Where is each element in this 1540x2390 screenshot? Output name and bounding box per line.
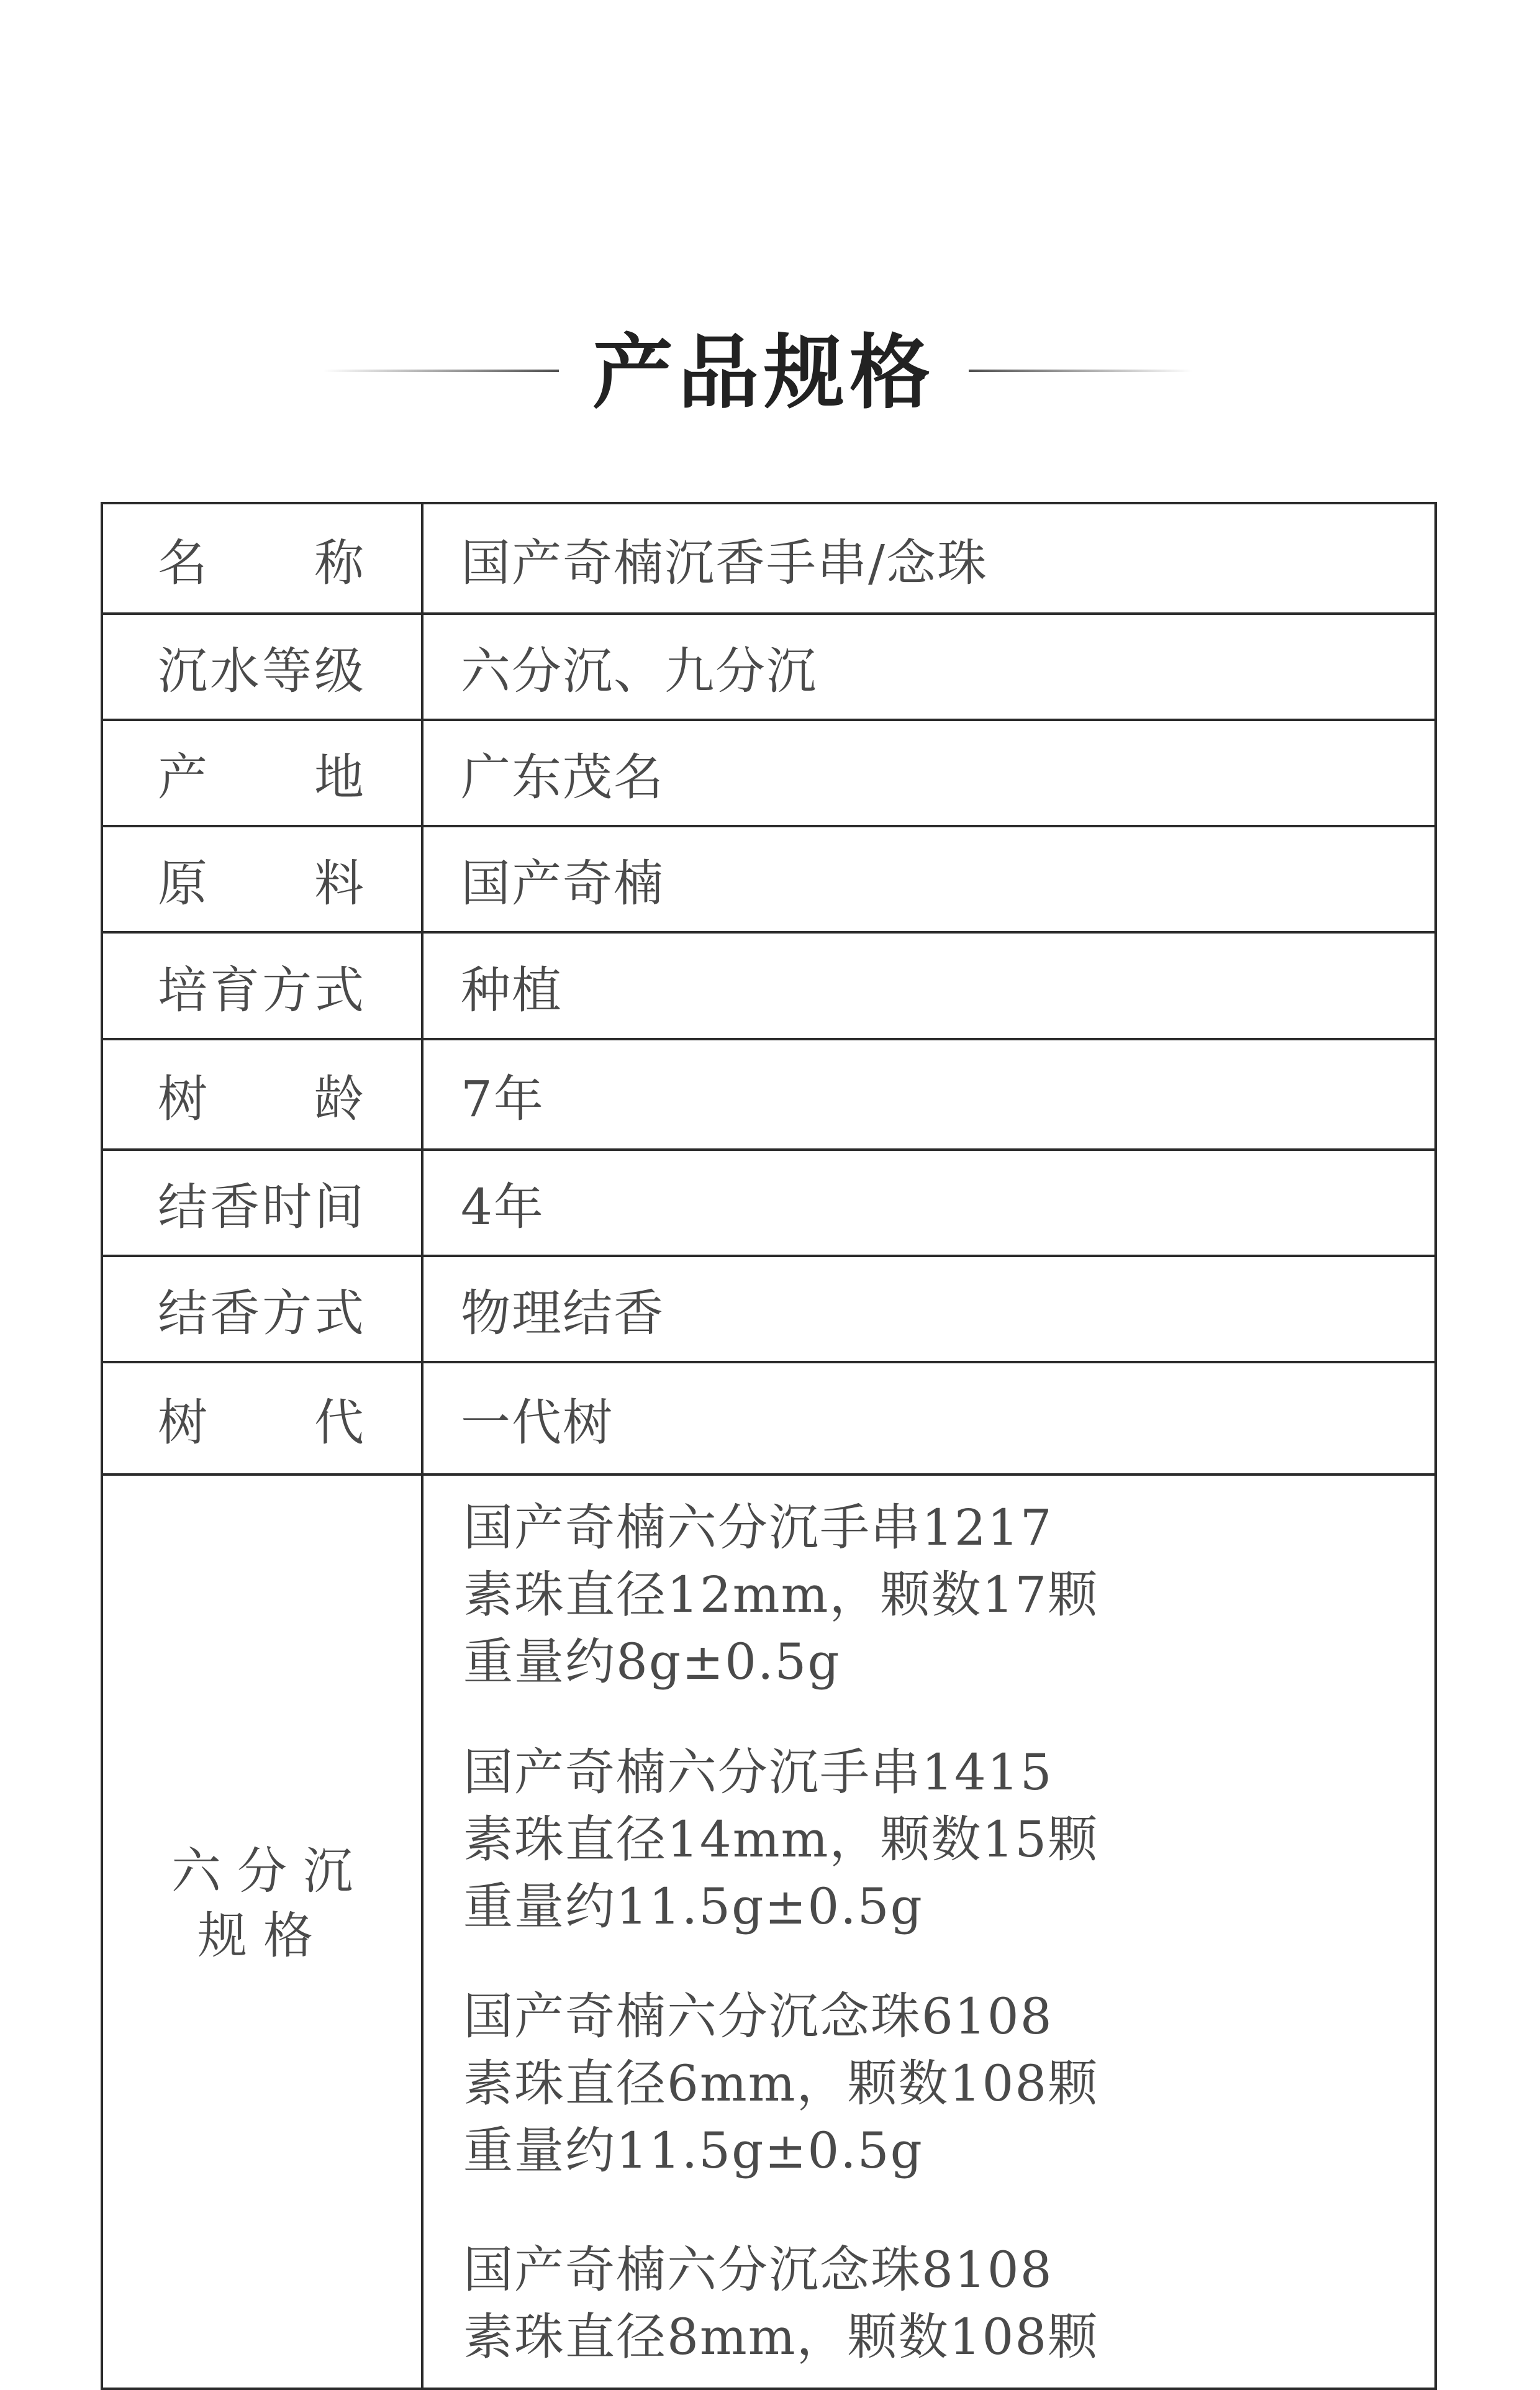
table-row (103, 504, 1434, 615)
table-row (103, 1151, 1434, 1257)
row-value-resin-time: 4年 (461, 1178, 545, 1236)
spec-item-weight: 重量约11.5g±0.5g (463, 1878, 923, 1935)
row-label-resin-time: 结香时间 (158, 1178, 366, 1236)
spec-label-line2: 规格 (197, 1907, 329, 1965)
table-row (103, 1363, 1434, 1476)
table-row (103, 721, 1434, 827)
spec-section (103, 1476, 1434, 2388)
row-label-cultivation: 培育方式 (158, 961, 366, 1019)
row-label-sink-grade: 沉水等级 (158, 642, 366, 700)
table-row (103, 1040, 1434, 1151)
row-value-name: 国产奇楠沉香手串/念珠 (461, 534, 988, 592)
row-value-origin: 广东茂名 (461, 748, 664, 806)
spec-item-name: 国产奇楠六分沉手串1415 (463, 1743, 1053, 1801)
spec-item (463, 1983, 1098, 2184)
title-divider-right (969, 370, 1192, 372)
row-value-generation: 一代树 (461, 1394, 614, 1452)
spec-item-weight: 重量约11.5g±0.5g (463, 2122, 923, 2179)
spec-table (101, 502, 1437, 2390)
row-value-tree-age: 7年 (461, 1070, 545, 1128)
row-label-name: 名 称 (158, 534, 366, 592)
table-row (103, 934, 1434, 1040)
table-row (103, 615, 1434, 721)
spec-item (463, 1494, 1098, 1696)
spec-section-label (103, 1476, 421, 2388)
row-label-resin-method: 结香方式 (158, 1284, 366, 1342)
row-value-cultivation: 种植 (461, 961, 563, 1019)
spec-item (463, 1739, 1098, 1940)
spec-item-name: 国产奇楠六分沉念珠6108 (463, 1988, 1053, 2045)
spec-item-size: 素珠直径14mm，颗数15颗 (463, 1811, 1099, 1868)
row-label-material: 原 料 (158, 855, 366, 912)
spec-label-line1: 六分沉 (171, 1842, 369, 1900)
table-row (103, 1257, 1434, 1363)
spec-item-size: 素珠直径6mm，颗数108颗 (463, 2055, 1099, 2112)
spec-item (463, 2237, 1098, 2371)
row-value-resin-method: 物理结香 (461, 1284, 664, 1342)
row-label-tree-age: 树 龄 (158, 1070, 366, 1128)
page-title: 产品规格 (592, 325, 935, 420)
row-label-origin: 产 地 (158, 748, 366, 806)
table-row (103, 827, 1434, 934)
spec-item-name: 国产奇楠六分沉念珠8108 (463, 2241, 1053, 2299)
title-divider-left (323, 370, 559, 372)
spec-item-size: 素珠直径8mm，颗数108颗 (463, 2308, 1099, 2366)
spec-item-name: 国产奇楠六分沉手串1217 (463, 1499, 1053, 1556)
row-label-generation: 树 代 (158, 1394, 366, 1452)
spec-item-size: 素珠直径12mm，颗数17颗 (463, 1566, 1099, 1624)
row-value-sink-grade: 六分沉、九分沉 (461, 642, 817, 700)
spec-item-weight: 重量约8g±0.5g (463, 1633, 841, 1691)
row-value-material: 国产奇楠 (461, 855, 664, 912)
